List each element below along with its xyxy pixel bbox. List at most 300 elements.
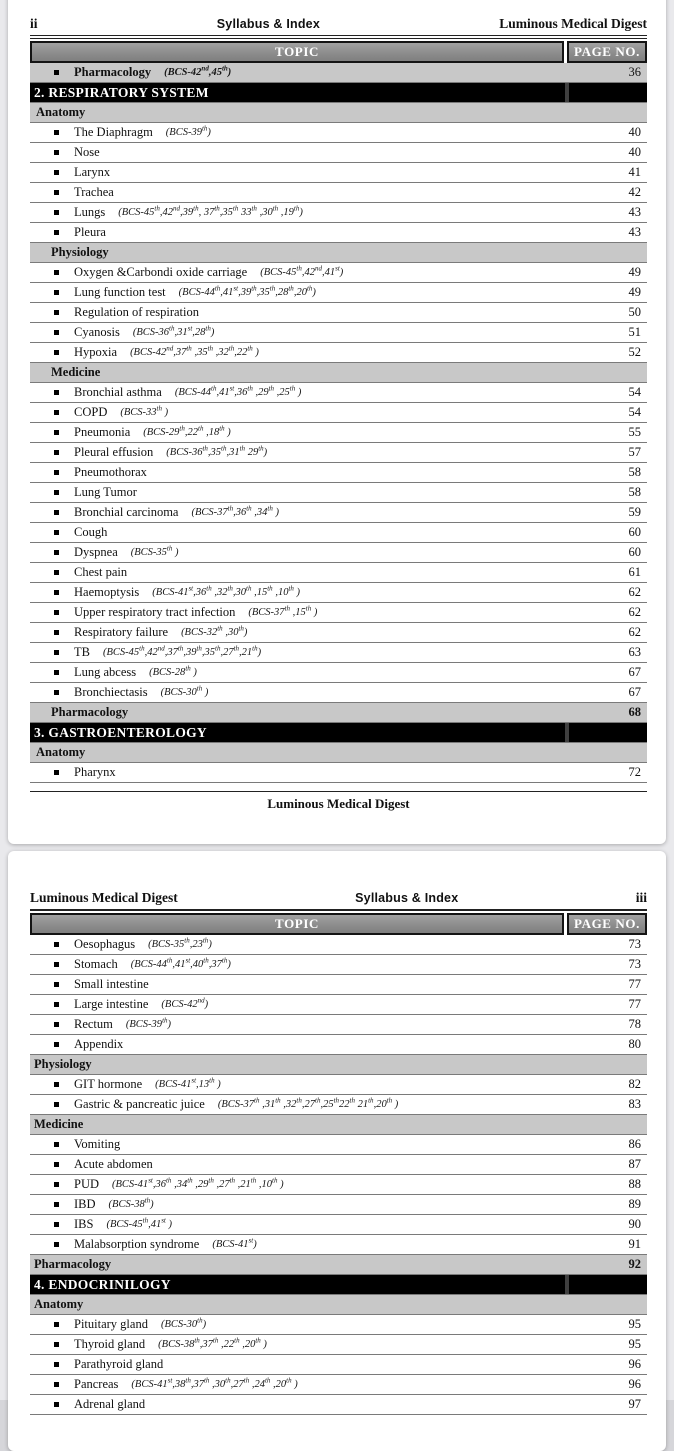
page-number bbox=[565, 1275, 647, 1294]
page-number: 82 bbox=[628, 1077, 641, 1091]
toc-topic-row bbox=[30, 143, 647, 163]
toc-topic-row bbox=[30, 443, 647, 463]
subsection-title: Medicine bbox=[51, 365, 101, 379]
topic-cell bbox=[30, 745, 565, 760]
bcs-exam-refs: (BCS-42nd,45th) bbox=[164, 64, 232, 78]
topic-label: Malabsorption syndrome bbox=[74, 1237, 200, 1251]
toc-subsection-row bbox=[30, 1055, 647, 1075]
topic-cell bbox=[30, 265, 565, 280]
topic-cell bbox=[30, 685, 565, 700]
bullet-square-icon bbox=[54, 550, 59, 555]
toc-topic-row bbox=[30, 63, 647, 83]
bullet-square-icon bbox=[54, 1002, 59, 1007]
page-number: 49 bbox=[628, 285, 641, 299]
topic-label: Cough bbox=[74, 525, 108, 539]
subsection-title: Physiology bbox=[34, 1057, 92, 1071]
topic-label: Pharmacology bbox=[74, 65, 152, 79]
page-number: 49 bbox=[628, 265, 641, 279]
topic-cell bbox=[30, 445, 565, 460]
toc-topic-row bbox=[30, 523, 647, 543]
page-number: 50 bbox=[628, 305, 641, 319]
bcs-exam-refs: (BCS-37th ,15th ) bbox=[248, 604, 318, 618]
toc-subsection-row bbox=[30, 103, 647, 123]
topic-cell bbox=[30, 485, 565, 500]
page-number: 89 bbox=[628, 1197, 641, 1211]
topic-cell bbox=[30, 225, 565, 240]
topic-cell bbox=[30, 185, 565, 200]
bullet-square-icon bbox=[54, 650, 59, 655]
bullet-square-icon bbox=[54, 270, 59, 275]
toc-subsection-row bbox=[30, 703, 647, 723]
page-header bbox=[30, 16, 647, 31]
topic-label: Regulation of respiration bbox=[74, 305, 199, 319]
topic-label: Pancreas bbox=[74, 1377, 119, 1391]
topic-cell bbox=[30, 285, 565, 300]
page-number: 78 bbox=[628, 1017, 641, 1031]
page-number-roman: iii bbox=[635, 890, 647, 905]
bullet-square-icon bbox=[54, 1402, 59, 1407]
toc-topic-row bbox=[30, 123, 647, 143]
bullet-square-icon bbox=[54, 1142, 59, 1147]
toc-topic-row bbox=[30, 203, 647, 223]
page-footer bbox=[30, 791, 647, 813]
topic-cell bbox=[30, 1337, 565, 1352]
toc-topic-row bbox=[30, 1175, 647, 1195]
topic-cell bbox=[30, 585, 565, 600]
topic-cell bbox=[30, 1157, 565, 1172]
toc-topic-row bbox=[30, 403, 647, 423]
topic-cell bbox=[30, 1177, 565, 1192]
bcs-exam-refs: (BCS-30th ) bbox=[160, 684, 209, 698]
topic-label: Respiratory failure bbox=[74, 625, 169, 639]
topic-cell bbox=[30, 1037, 565, 1052]
bcs-exam-refs: (BCS-41st) bbox=[212, 1236, 257, 1250]
page-number: 73 bbox=[628, 957, 641, 971]
topic-cell bbox=[30, 1377, 565, 1392]
toc-topic-row bbox=[30, 283, 647, 303]
topic-label: Appendix bbox=[74, 1037, 124, 1051]
topic-cell bbox=[30, 1197, 565, 1212]
topic-cell bbox=[30, 1057, 565, 1072]
bcs-exam-refs: (BCS-36th,35th,31th 29th) bbox=[166, 444, 268, 458]
topic-label: Pneumothorax bbox=[74, 465, 147, 479]
bullet-square-icon bbox=[54, 962, 59, 967]
topic-cell bbox=[30, 625, 565, 640]
bcs-exam-refs: (BCS-38th,37th ,22th ,20th ) bbox=[158, 1336, 267, 1350]
bcs-exam-refs: (BCS-45th,42nd,37th,39th,35th,27th,21th) bbox=[102, 644, 262, 658]
topic-cell bbox=[30, 305, 565, 320]
bcs-exam-refs: (BCS-39th) bbox=[165, 124, 211, 138]
page-number: 86 bbox=[628, 1137, 641, 1151]
bullet-square-icon bbox=[54, 190, 59, 195]
topic-label: Pharynx bbox=[74, 765, 116, 779]
bcs-exam-refs: (BCS-41st,36th ,34th ,29th ,27th ,21th ,10th ) bbox=[112, 1176, 284, 1190]
bullet-square-icon bbox=[54, 570, 59, 575]
topic-label: Parathyroid gland bbox=[74, 1357, 164, 1371]
subsection-title: Anatomy bbox=[36, 745, 86, 759]
brand-title: Luminous Medical Digest bbox=[30, 890, 178, 905]
page-number: 80 bbox=[628, 1037, 641, 1051]
page-no-column-header: PAGE NO. bbox=[567, 41, 647, 63]
subsection-title: Physiology bbox=[51, 245, 109, 259]
topic-cell bbox=[30, 145, 565, 160]
topic-label: Bronchial asthma bbox=[74, 385, 162, 399]
topic-cell bbox=[30, 365, 565, 380]
topic-cell bbox=[30, 645, 565, 660]
topic-cell bbox=[30, 405, 565, 420]
bullet-square-icon bbox=[54, 530, 59, 535]
topic-cell bbox=[30, 385, 565, 400]
bullet-square-icon bbox=[54, 630, 59, 635]
bcs-exam-refs: (BCS-41st,38th,37th ,30th,27th ,24th ,20th ) bbox=[131, 1376, 298, 1390]
topic-label: The Diaphragm bbox=[74, 125, 153, 139]
toc-topic-row bbox=[30, 1235, 647, 1255]
bullet-square-icon bbox=[54, 1162, 59, 1167]
page-number: 90 bbox=[628, 1217, 641, 1231]
toc-topic-row bbox=[30, 663, 647, 683]
page-header bbox=[30, 890, 647, 905]
bullet-square-icon bbox=[54, 1342, 59, 1347]
bullet-square-icon bbox=[54, 610, 59, 615]
topic-cell bbox=[30, 565, 565, 580]
page-number: 61 bbox=[628, 565, 641, 579]
page-number: 57 bbox=[628, 445, 641, 459]
bullet-square-icon bbox=[54, 1102, 59, 1107]
toc-section-row bbox=[30, 1275, 647, 1295]
topic-label: Nose bbox=[74, 145, 100, 159]
bullet-square-icon bbox=[54, 690, 59, 695]
toc-topic-row bbox=[30, 223, 647, 243]
topic-cell bbox=[30, 997, 565, 1012]
page-number: 77 bbox=[628, 977, 641, 991]
page-number: 67 bbox=[628, 685, 641, 699]
header-rule bbox=[30, 35, 647, 39]
bullet-square-icon bbox=[54, 1222, 59, 1227]
page-number: 88 bbox=[628, 1177, 641, 1191]
topic-cell bbox=[30, 465, 565, 480]
toc-topic-row bbox=[30, 623, 647, 643]
toc-topic-row bbox=[30, 683, 647, 703]
page-number: 51 bbox=[628, 325, 641, 339]
page-number: 62 bbox=[628, 605, 641, 619]
topic-cell bbox=[30, 977, 565, 992]
toc-topic-row bbox=[30, 383, 647, 403]
topic-cell bbox=[30, 325, 565, 340]
document-title: Syllabus & Index bbox=[355, 891, 459, 905]
topic-cell bbox=[30, 937, 565, 952]
page-number: 91 bbox=[628, 1237, 641, 1251]
toc-topic-row bbox=[30, 603, 647, 623]
bullet-square-icon bbox=[54, 390, 59, 395]
toc-topic-row bbox=[30, 955, 647, 975]
topic-cell bbox=[30, 1097, 565, 1112]
bullet-square-icon bbox=[54, 290, 59, 295]
toc-topic-row bbox=[30, 1155, 647, 1175]
topic-label: Oesophagus bbox=[74, 937, 136, 951]
page-number: 62 bbox=[628, 585, 641, 599]
page-number: 41 bbox=[628, 165, 641, 179]
topic-label: Acute abdomen bbox=[74, 1157, 153, 1171]
topic-cell bbox=[30, 165, 565, 180]
topic-label: PUD bbox=[74, 1177, 100, 1191]
subsection-title: Medicine bbox=[34, 1117, 84, 1131]
bcs-exam-refs: (BCS-44th,41st,36th ,29th ,25th ) bbox=[174, 384, 302, 398]
bullet-square-icon bbox=[54, 350, 59, 355]
section-title: 3. GASTROENTEROLOGY bbox=[34, 724, 207, 740]
page-number: 97 bbox=[628, 1397, 641, 1411]
page-number: 40 bbox=[628, 145, 641, 159]
bullet-square-icon bbox=[54, 1382, 59, 1387]
bcs-exam-refs: (BCS-37th ,31th ,32th,27th,25th22th 21th,20th ) bbox=[217, 1096, 399, 1110]
toc-topic-row bbox=[30, 483, 647, 503]
topic-cell bbox=[30, 85, 565, 101]
topic-cell bbox=[30, 105, 565, 120]
toc-topic-row bbox=[30, 995, 647, 1015]
page-iii-card bbox=[8, 851, 666, 1451]
topic-label: TB bbox=[74, 645, 90, 659]
bullet-square-icon bbox=[54, 942, 59, 947]
topic-cell bbox=[30, 545, 565, 560]
toc-subsection-row bbox=[30, 1115, 647, 1135]
bcs-exam-refs: (BCS-35th,23th) bbox=[148, 936, 212, 950]
bullet-square-icon bbox=[54, 170, 59, 175]
toc-topic-row bbox=[30, 423, 647, 443]
toc-topic-row bbox=[30, 1035, 647, 1055]
topic-label: Bronchiectasis bbox=[74, 685, 148, 699]
page-number bbox=[565, 723, 647, 742]
bullet-square-icon bbox=[54, 590, 59, 595]
topic-cell bbox=[30, 957, 565, 972]
bcs-exam-refs: (BCS-36th,31st,28th) bbox=[132, 324, 215, 338]
topic-label: Small intestine bbox=[74, 977, 149, 991]
toc-topic-row bbox=[30, 1335, 647, 1355]
toc-topic-row bbox=[30, 1355, 647, 1375]
bullet-square-icon bbox=[54, 1322, 59, 1327]
bcs-exam-refs: (BCS-45th,42nd,41st) bbox=[260, 264, 344, 278]
toc-topic-row bbox=[30, 463, 647, 483]
bcs-exam-refs: (BCS-41st,13th ) bbox=[155, 1076, 221, 1090]
topic-label: Rectum bbox=[74, 1017, 113, 1031]
topic-cell bbox=[30, 1237, 565, 1252]
topic-label: Pneumonia bbox=[74, 425, 131, 439]
toc-topic-row bbox=[30, 563, 647, 583]
topic-cell bbox=[30, 345, 565, 360]
topic-label: IBD bbox=[74, 1197, 96, 1211]
bullet-square-icon bbox=[54, 430, 59, 435]
bullet-square-icon bbox=[54, 1362, 59, 1367]
bcs-exam-refs: (BCS-39th) bbox=[125, 1016, 172, 1030]
bcs-exam-refs: (BCS-37th,36th ,34th ) bbox=[191, 504, 279, 518]
subsection-title: Pharmacology bbox=[51, 705, 129, 719]
bullet-square-icon bbox=[54, 1022, 59, 1027]
page-number: 83 bbox=[628, 1097, 641, 1111]
page-number: 55 bbox=[628, 425, 641, 439]
toc-subsection-row bbox=[30, 243, 647, 263]
topic-label: Bronchial carcinoma bbox=[74, 505, 179, 519]
topic-cell bbox=[30, 425, 565, 440]
bcs-exam-refs: (BCS-42nd,37th ,35th ,32th,22th ) bbox=[130, 344, 259, 358]
footer-brand: Luminous Medical Digest bbox=[267, 796, 410, 811]
topic-label: Lung Tumor bbox=[74, 485, 137, 499]
topic-cell bbox=[30, 65, 565, 80]
bcs-exam-refs: (BCS-30th) bbox=[160, 1316, 207, 1330]
topic-cell bbox=[30, 1117, 565, 1132]
page-number: 40 bbox=[628, 125, 641, 139]
toc-topic-row bbox=[30, 643, 647, 663]
page-number: 62 bbox=[628, 625, 641, 639]
topic-label: Pleura bbox=[74, 225, 106, 239]
bullet-square-icon bbox=[54, 670, 59, 675]
page-number: 96 bbox=[628, 1377, 641, 1391]
topic-cell bbox=[30, 245, 565, 260]
page-number: 54 bbox=[628, 385, 641, 399]
bullet-square-icon bbox=[54, 450, 59, 455]
topic-column-header: TOPIC bbox=[30, 41, 564, 63]
page-number: 36 bbox=[628, 65, 641, 79]
topic-cell bbox=[30, 725, 565, 741]
topic-cell bbox=[30, 525, 565, 540]
topic-label: Vomiting bbox=[74, 1137, 121, 1151]
page-ii-card bbox=[8, 0, 666, 844]
toc-topic-row bbox=[30, 1395, 647, 1415]
toc-topic-row bbox=[30, 343, 647, 363]
page-number: 96 bbox=[628, 1357, 641, 1371]
bullet-square-icon bbox=[54, 982, 59, 987]
toc-topic-row bbox=[30, 1215, 647, 1235]
topic-cell bbox=[30, 665, 565, 680]
topic-label: Pleural effusion bbox=[74, 445, 154, 459]
page-number: 67 bbox=[628, 665, 641, 679]
section-title: 2. RESPIRATORY SYSTEM bbox=[34, 84, 209, 100]
page-number: 60 bbox=[628, 545, 641, 559]
page-number bbox=[565, 83, 647, 102]
page-number: 58 bbox=[628, 465, 641, 479]
topic-cell bbox=[30, 1137, 565, 1152]
toc-topic-row bbox=[30, 583, 647, 603]
topic-label: Large intestine bbox=[74, 997, 149, 1011]
page-number: 42 bbox=[628, 185, 641, 199]
toc-topic-row bbox=[30, 303, 647, 323]
bcs-exam-refs: (BCS-41st,36th ,32th,30th ,15th ,10th ) bbox=[152, 584, 301, 598]
topic-label: IBS bbox=[74, 1217, 94, 1231]
bullet-square-icon bbox=[54, 470, 59, 475]
page-number: 63 bbox=[628, 645, 641, 659]
page-number: 43 bbox=[628, 205, 641, 219]
page-number: 73 bbox=[628, 937, 641, 951]
toc-topic-row bbox=[30, 183, 647, 203]
toc-subsection-row bbox=[30, 1295, 647, 1315]
toc-section-row bbox=[30, 723, 647, 743]
bullet-square-icon bbox=[54, 310, 59, 315]
bullet-square-icon bbox=[54, 1182, 59, 1187]
page-number: 59 bbox=[628, 505, 641, 519]
bullet-square-icon bbox=[54, 410, 59, 415]
page-number: 54 bbox=[628, 405, 641, 419]
page-number: 58 bbox=[628, 485, 641, 499]
page-number: 92 bbox=[628, 1257, 641, 1271]
topic-label: Stomach bbox=[74, 957, 118, 971]
toc-topic-row bbox=[30, 763, 647, 783]
bcs-exam-refs: (BCS-33th ) bbox=[120, 404, 169, 418]
page-number: 77 bbox=[628, 997, 641, 1011]
bullet-square-icon bbox=[54, 510, 59, 515]
topic-label: Trachea bbox=[74, 185, 114, 199]
topic-cell bbox=[30, 1257, 565, 1272]
toc-topic-row bbox=[30, 1095, 647, 1115]
bcs-exam-refs: (BCS-42nd) bbox=[161, 996, 209, 1010]
toc-topic-row bbox=[30, 935, 647, 955]
toc-section-row bbox=[30, 83, 647, 103]
toc-table bbox=[30, 41, 647, 783]
bcs-exam-refs: (BCS-44th,41st,39th,35th,28th,20th) bbox=[178, 284, 316, 298]
bcs-exam-refs: (BCS-29th,22th ,18th ) bbox=[143, 424, 231, 438]
page-number: 87 bbox=[628, 1157, 641, 1171]
subsection-title: Pharmacology bbox=[34, 1257, 112, 1271]
header-rule bbox=[30, 909, 647, 911]
page-number: 43 bbox=[628, 225, 641, 239]
page-number: 95 bbox=[628, 1337, 641, 1351]
toc-topic-row bbox=[30, 323, 647, 343]
table-body bbox=[30, 63, 647, 783]
topic-cell bbox=[30, 505, 565, 520]
brand-title: Luminous Medical Digest bbox=[499, 16, 647, 31]
topic-label: Upper respiratory tract infection bbox=[74, 605, 236, 619]
page-number: 72 bbox=[628, 765, 641, 779]
bcs-exam-refs: (BCS-38th) bbox=[108, 1196, 154, 1210]
bullet-square-icon bbox=[54, 1202, 59, 1207]
bcs-exam-refs: (BCS-44th,41st,40th,37th) bbox=[130, 956, 231, 970]
page-no-column-header: PAGE NO. bbox=[567, 913, 647, 935]
topic-label: Larynx bbox=[74, 165, 111, 179]
page-number: 52 bbox=[628, 345, 641, 359]
topic-cell bbox=[30, 1397, 565, 1412]
topic-label: Gastric & pancreatic juice bbox=[74, 1097, 205, 1111]
topic-cell bbox=[30, 1017, 565, 1032]
bullet-square-icon bbox=[54, 1242, 59, 1247]
topic-cell bbox=[30, 765, 565, 780]
toc-topic-row bbox=[30, 503, 647, 523]
topic-label: Thyroid gland bbox=[74, 1337, 146, 1351]
topic-cell bbox=[30, 705, 565, 720]
document-title: Syllabus & Index bbox=[216, 17, 320, 31]
bullet-square-icon bbox=[54, 770, 59, 775]
topic-cell bbox=[30, 1277, 565, 1293]
page-number-roman: ii bbox=[30, 16, 38, 31]
topic-label: Lung abcess bbox=[74, 665, 137, 679]
topic-label: Chest pain bbox=[74, 565, 128, 579]
table-body bbox=[30, 935, 647, 1415]
topic-label: Haemoptysis bbox=[74, 585, 140, 599]
topic-label: Pituitary gland bbox=[74, 1317, 148, 1331]
topic-cell bbox=[30, 1357, 565, 1372]
bullet-square-icon bbox=[54, 210, 59, 215]
table-header-row bbox=[30, 913, 647, 935]
bullet-square-icon bbox=[54, 1042, 59, 1047]
bcs-exam-refs: (BCS-32th ,30th) bbox=[181, 624, 248, 638]
topic-cell bbox=[30, 205, 565, 220]
topic-label: Oxygen &Carbondi oxide carriage bbox=[74, 265, 248, 279]
toc-subsection-row bbox=[30, 363, 647, 383]
bullet-square-icon bbox=[54, 130, 59, 135]
bullet-square-icon bbox=[54, 490, 59, 495]
toc-topic-row bbox=[30, 1135, 647, 1155]
toc-topic-row bbox=[30, 1315, 647, 1335]
topic-label: Adrenal gland bbox=[74, 1397, 146, 1411]
topic-label: Cyanosis bbox=[74, 325, 120, 339]
toc-subsection-row bbox=[30, 743, 647, 763]
topic-label: Lung function test bbox=[74, 285, 166, 299]
bcs-exam-refs: (BCS-45th,42nd,39th, 37th,35th 33th ,30th ,19th) bbox=[118, 204, 303, 218]
